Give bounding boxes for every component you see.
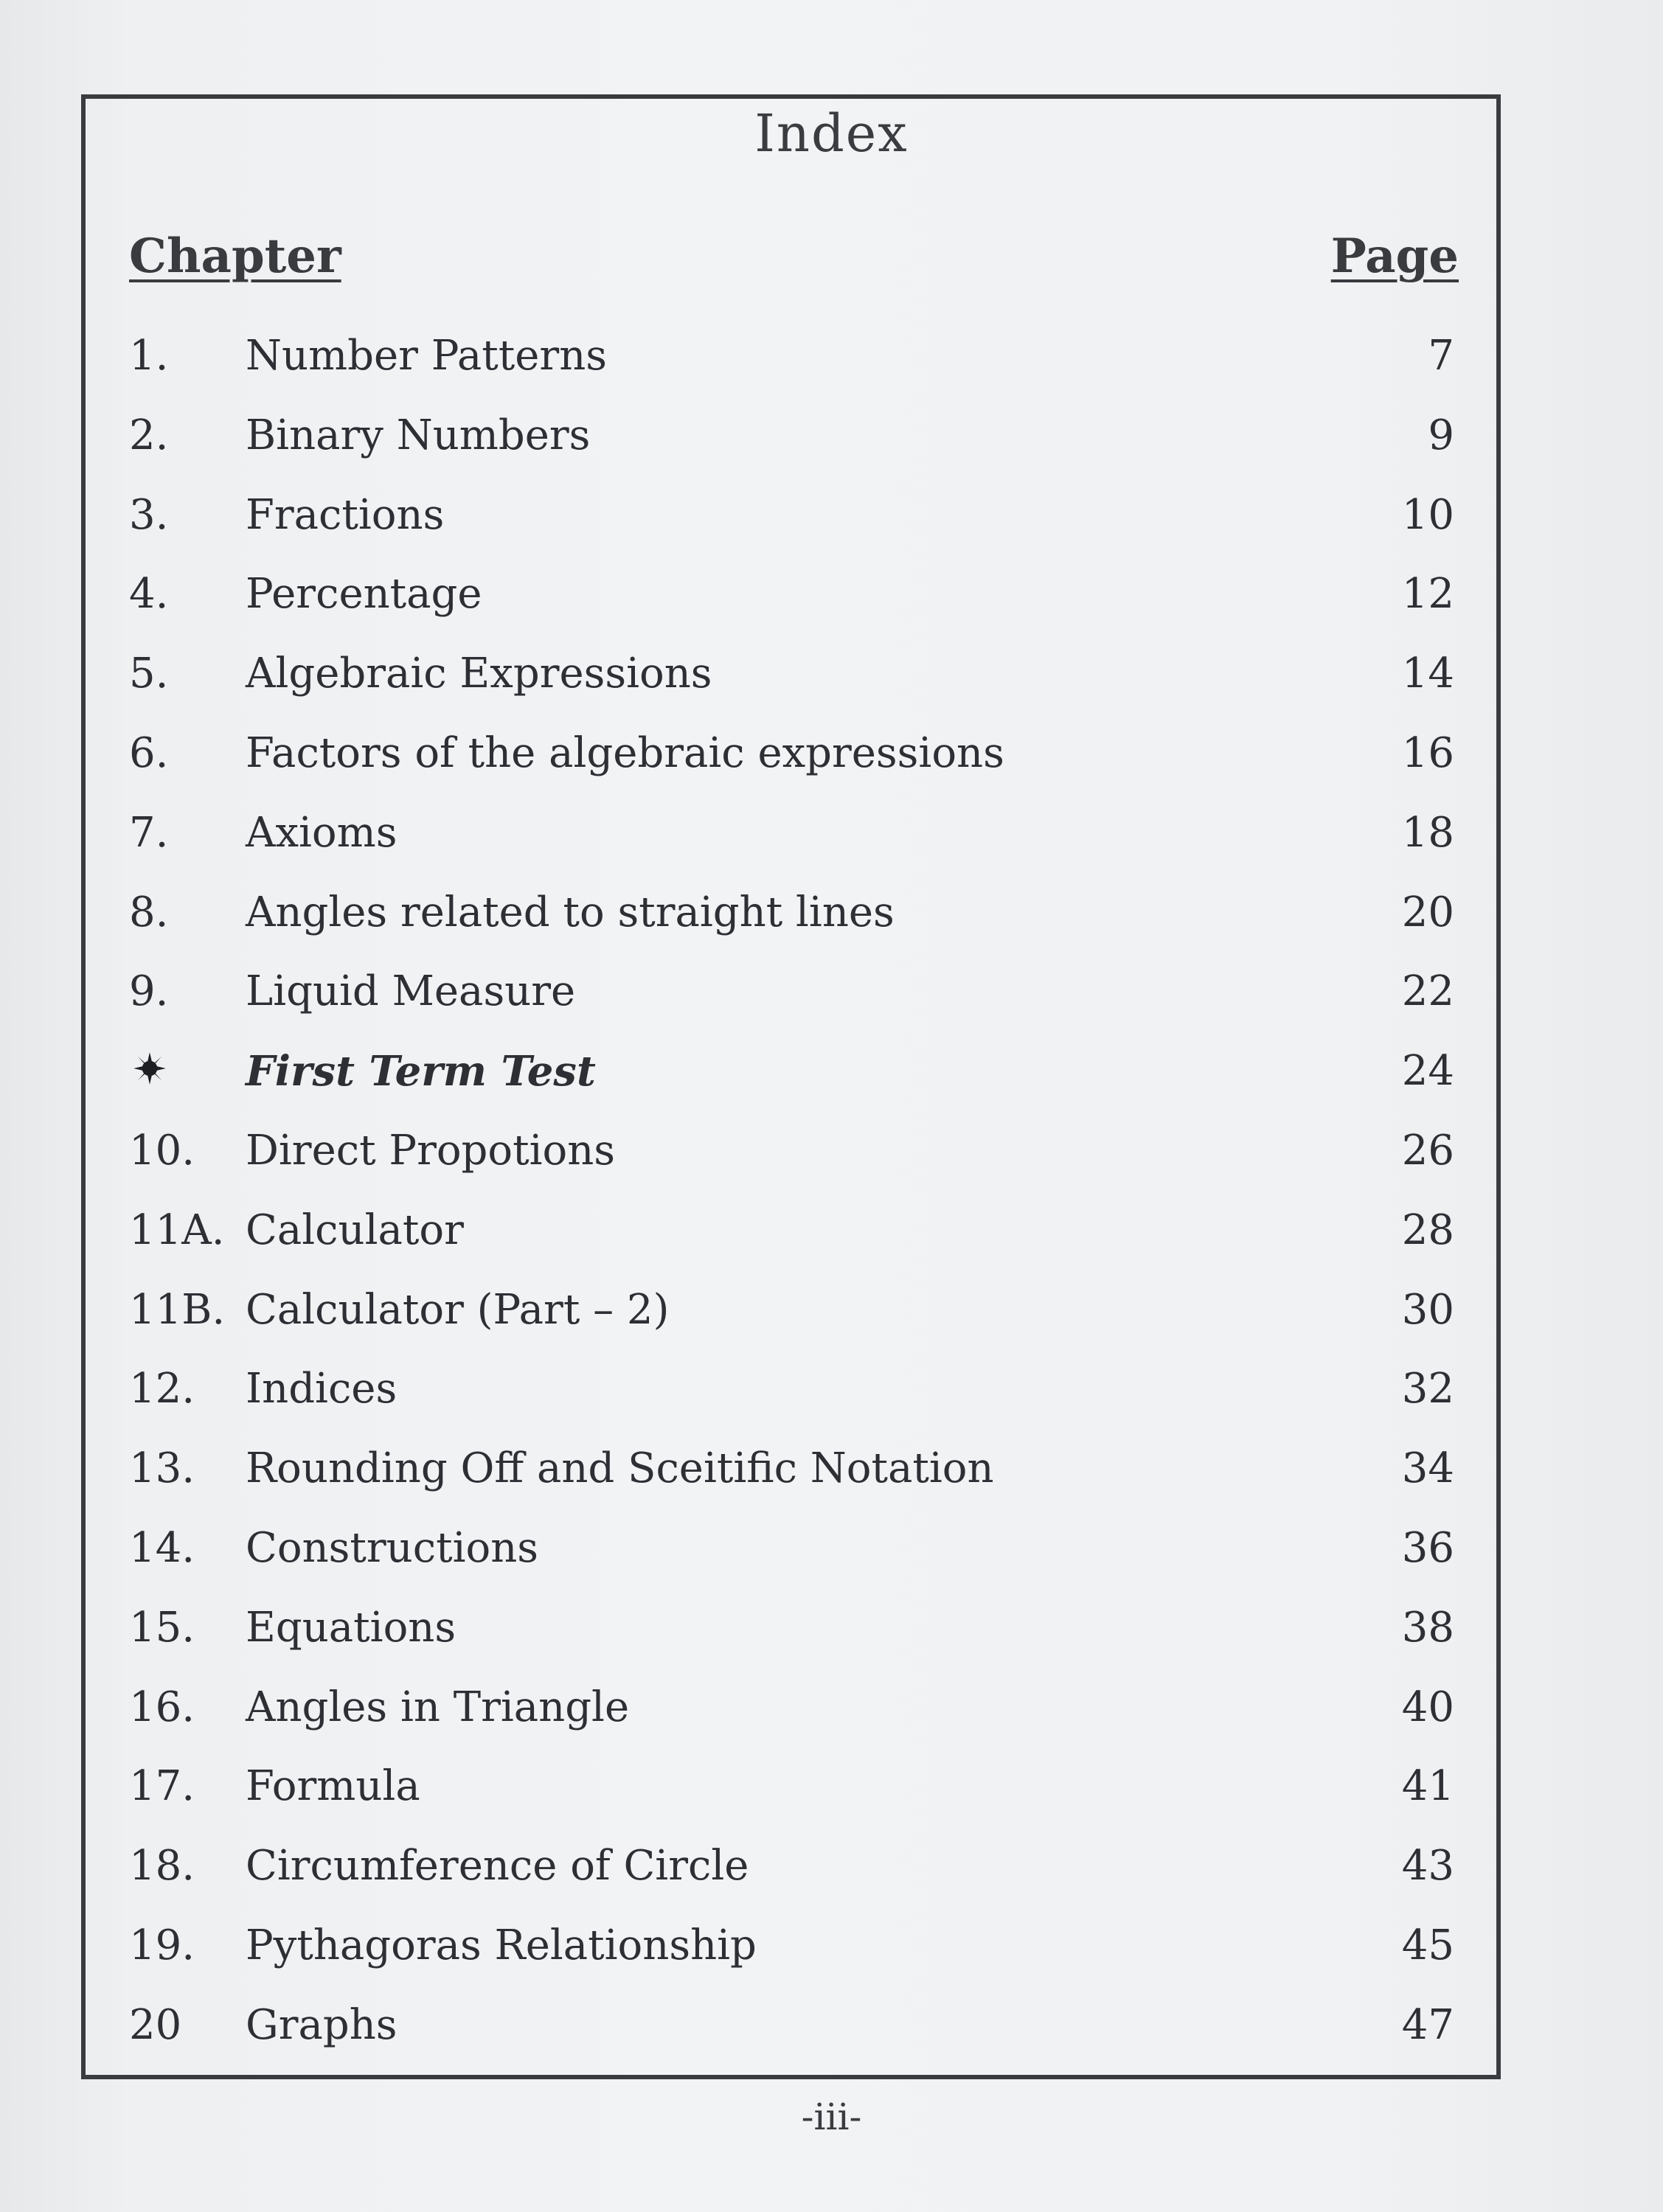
index-entry [0,2001,1663,2081]
asterisk-bullet-icon [133,1051,167,1085]
index-entry [0,888,1663,968]
chapter-title: Factors of the algebraic expressions [246,728,1004,777]
page-number: 38 [1401,1603,1454,1652]
page-number: 30 [1401,1285,1454,1334]
index-entry [0,570,1663,650]
chapter-title: Rounding Off and Sceitific Notation [246,1444,994,1493]
index-entry [0,1604,1663,1683]
chapter-number: 13. [129,1444,195,1493]
page-number: 10 [1401,490,1454,539]
index-entry [0,1444,1663,1524]
page-number: 7 [1428,332,1454,380]
index-entry [0,650,1663,729]
chapter-number: 11B. [129,1285,226,1334]
chapter-number: 20 [129,2000,182,2049]
chapter-title: Binary Numbers [246,411,591,459]
chapter-number: 11A. [129,1206,225,1254]
index-entry [0,332,1663,411]
page-number: 9 [1428,411,1454,459]
index-entry [0,1206,1663,1286]
index-entry [0,1365,1663,1444]
page-number: 45 [1401,1921,1454,1969]
chapter-title: Number Patterns [246,332,607,380]
chapter-title: Equations [246,1603,456,1652]
chapter-title: Graphs [246,2000,397,2049]
chapter-number: 5. [129,650,169,698]
chapter-number: 15. [129,1603,195,1652]
chapter-title: Indices [246,1365,397,1413]
page-number: 28 [1401,1206,1454,1254]
chapter-title: Angles related to straight lines [246,888,895,936]
chapter-number: 19. [129,1921,195,1969]
chapter-number: 9. [129,967,169,1016]
page-number: 20 [1401,888,1454,936]
index-entry-first-term-test [0,1047,1663,1127]
chapter-number: 8. [129,888,169,936]
chapter-number: 18. [129,1842,195,1891]
page-number: 32 [1401,1365,1454,1413]
chapter-number: 12. [129,1365,195,1413]
index-entry [0,809,1663,888]
index-entry [0,411,1663,491]
chapter-title: Axioms [246,808,397,857]
chapter-number: 6. [129,728,169,777]
chapter-title: Pythagoras Relationship [246,1921,757,1969]
page-number: 22 [1401,967,1454,1016]
chapter-number: 4. [129,570,169,619]
chapter-number: 3. [129,490,169,539]
index-entry [0,729,1663,809]
index-entry [0,1842,1663,1921]
chapter-number: 10. [129,1126,195,1175]
index-entry [0,491,1663,571]
page-number: 41 [1401,1762,1454,1811]
chapter-number: 17. [129,1762,195,1811]
page-number: 34 [1401,1444,1454,1493]
index-entry [0,1762,1663,1842]
index-entry-list [0,332,1663,2081]
page-number: 36 [1401,1523,1454,1572]
chapter-column-heading: Chapter [129,229,341,284]
chapter-title: Percentage [246,570,482,619]
index-entry [0,1683,1663,1763]
chapter-title: Formula [246,1762,420,1811]
page-number: 14 [1401,650,1454,698]
index-entry [0,1286,1663,1366]
index-entry [0,967,1663,1047]
chapter-number: 1. [129,332,169,380]
page-number: 26 [1401,1126,1454,1175]
index-entry [0,1524,1663,1604]
page-number: 43 [1401,1842,1454,1891]
chapter-title: Algebraic Expressions [246,650,712,698]
page-number: 47 [1401,2000,1454,2049]
page-number: 18 [1401,808,1454,857]
page-number: 40 [1401,1683,1454,1731]
chapter-title: Angles in Triangle [246,1683,630,1731]
chapter-title: Constructions [246,1523,539,1572]
chapter-title: Fractions [246,490,445,539]
footer-page-number: -iii- [801,2096,862,2138]
index-entry [0,1127,1663,1206]
page-number: 12 [1401,570,1454,619]
chapter-title: Circumference of Circle [246,1842,749,1891]
page-number: 24 [1401,1047,1454,1096]
index-entry [0,1921,1663,2001]
chapter-title: Calculator (Part – 2) [246,1285,670,1334]
page-number: 16 [1401,728,1454,777]
page-title: Index [754,103,909,164]
chapter-number: 7. [129,808,169,857]
chapter-number: 2. [129,411,169,459]
chapter-title: Direct Propotions [246,1126,616,1175]
chapter-title: Liquid Measure [246,967,576,1016]
chapter-number: 14. [129,1523,195,1572]
page-column-heading: Page [1330,229,1459,284]
chapter-number: 16. [129,1683,195,1731]
chapter-title: First Term Test [246,1047,596,1096]
chapter-title: Calculator [246,1206,464,1254]
